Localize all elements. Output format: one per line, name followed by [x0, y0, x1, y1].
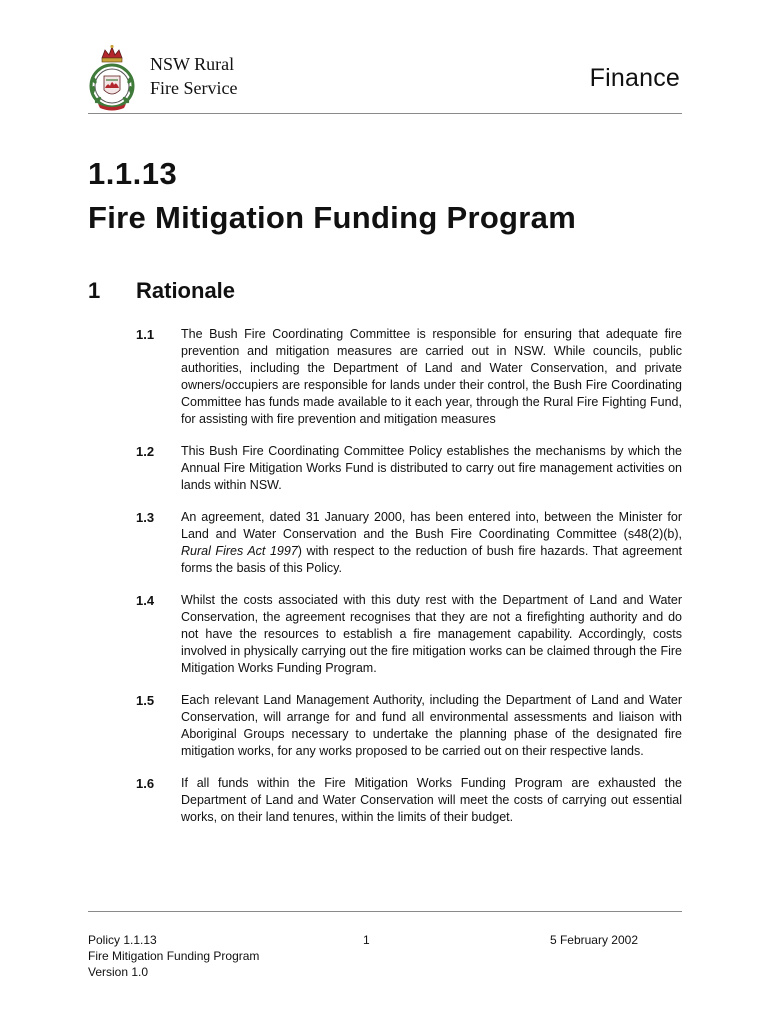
clause-item: [136, 592, 682, 677]
clause-text-part: ) with respect to the reduction of bush fire hazards. That agreement forms the basis of this Policy.: [181, 544, 682, 575]
clause-text: [181, 509, 682, 577]
clause-number: 1.4: [136, 593, 155, 608]
clause-number: 1.2: [136, 444, 155, 459]
clause-number: 1.6: [136, 776, 155, 791]
organisation-name: [150, 52, 237, 100]
clause-number: 1.5: [136, 693, 155, 708]
header-divider: [88, 113, 682, 114]
clause-text: Whilst the costs associated with this duty rest with the Department of Land and Water Conservation, the agreement recognises that they are not a firefighting authority and do not have the resources to establish a fire management capability. Accordingly, costs involved in physically carrying out the fire mitigation works can be claimed through the Fire Mitigation Works Funding Program.: [181, 593, 682, 675]
footer-version: Version 1.0: [88, 965, 149, 979]
clause-text-part: An agreement, dated 31 January 2000, has been entered into, between the Minister for Land and Water Conservation and the Bush Fire Coordinating Committee (s48(2)(b),: [181, 510, 682, 541]
page-number: 1: [363, 933, 370, 947]
footer-program-name: Fire Mitigation Funding Program: [88, 949, 260, 963]
act-reference: Rural Fires Act 1997: [181, 544, 298, 558]
organisation-name-line1: NSW Rural: [150, 54, 235, 74]
section-heading: [88, 277, 235, 305]
clause-list: [136, 326, 682, 841]
footer-date: 5 February 2002: [549, 933, 638, 947]
clause-text: Each relevant Land Management Authority, including the Department of Land and Water Conservation, will arrange for and fund all environmental assessments and liaison with Aboriginal Groups necessary to undertake the planning phase of the designated fire mitigation works, for any works proposed to be carried out on their respective lands.: [181, 693, 682, 758]
clause-item: [136, 775, 682, 826]
clause-number: 1.1: [136, 327, 155, 342]
clause-text: The Bush Fire Coordinating Committee is responsible for ensuring that adequate fire prevention and mitigation measures are carried out in NSW. While councils, public authorities, including the Department of Land and Water Conservation, and private owners/occupiers are responsible for lands under their control, the Bush Fire Coordinating Committee has funds made available to it each year, through the Rural Fire Fighting Fund, for assisting with fire prevention and mitigation measures: [181, 327, 682, 426]
section-title: Rationale: [136, 278, 236, 303]
section-number: 1: [88, 278, 101, 303]
clause-item: [136, 326, 682, 428]
clause-item: [136, 692, 682, 760]
page-footer: [88, 932, 682, 980]
clause-text: If all funds within the Fire Mitigation Works Funding Program are exhausted the Department of Land and Water Conservation will meet the costs of carrying out essential works, on their land tenures, within the limits of their budget.: [181, 776, 682, 824]
footer-divider: [88, 911, 682, 912]
clause-text: This Bush Fire Coordinating Committee Policy establishes the mechanisms by which the Annual Fire Mitigation Works Fund is distributed to carry out fire management activities on lands within NSW.: [181, 444, 682, 492]
organisation-name-line2: Fire Service: [150, 78, 238, 98]
page-header: [88, 44, 682, 116]
clause-item: [136, 509, 682, 577]
nsw-rfs-crest-icon: [88, 44, 136, 112]
page-title: Fire Mitigation Funding Program: [88, 200, 577, 235]
clause-item: [136, 443, 682, 494]
policy-number: 1.1.13: [88, 156, 178, 191]
clause-number: 1.3: [136, 510, 155, 525]
footer-policy-number: Policy 1.1.13: [88, 933, 157, 947]
section-label: Finance: [589, 64, 680, 92]
